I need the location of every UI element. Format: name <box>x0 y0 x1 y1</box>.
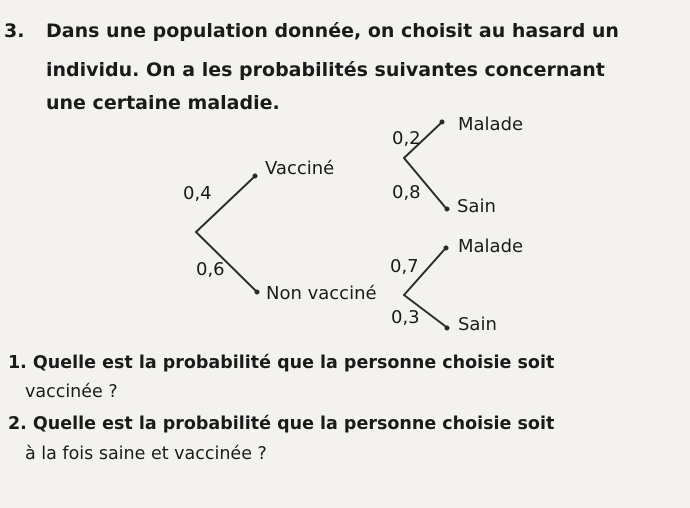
problem-number: 3. <box>4 20 25 42</box>
label-nv-malade: Malade <box>458 236 524 257</box>
node-nv-malade <box>444 246 449 251</box>
question-1-line-1: 1. Quelle est la probabilité que la personne choisie soit <box>8 353 555 373</box>
prob-vaccine: 0,4 <box>183 183 212 204</box>
node-v-malade <box>440 120 445 125</box>
node-nv-sain <box>445 326 450 331</box>
label-not-vaccine: Non vacciné <box>266 283 377 304</box>
problem-line-1: Dans une population donnée, on choisit au hasard un <box>46 20 619 42</box>
label-v-sain: Sain <box>457 196 496 217</box>
question-2-line-2: à la fois saine et vaccinée ? <box>25 444 267 464</box>
node-not-vaccine <box>255 290 260 295</box>
prob-v-malade: 0,2 <box>392 128 421 149</box>
question-2-line-1: 2. Quelle est la probabilité que la personne choisie soit <box>8 414 555 434</box>
prob-nv-malade: 0,7 <box>390 256 419 277</box>
problem-line-2: individu. On a les probabilités suivantes concernant <box>46 59 605 81</box>
label-vaccine: Vacciné <box>265 158 335 179</box>
prob-nv-sain: 0,3 <box>391 307 420 328</box>
node-vaccine <box>253 174 258 179</box>
question-1-line-2: vaccinée ? <box>25 382 118 402</box>
problem-line-3: une certaine maladie. <box>46 92 280 114</box>
prob-v-sain: 0,8 <box>392 182 421 203</box>
label-v-malade: Malade <box>458 114 524 135</box>
label-nv-sain: Sain <box>458 314 497 335</box>
node-v-sain <box>445 207 450 212</box>
prob-not-vaccine: 0,6 <box>196 259 225 280</box>
